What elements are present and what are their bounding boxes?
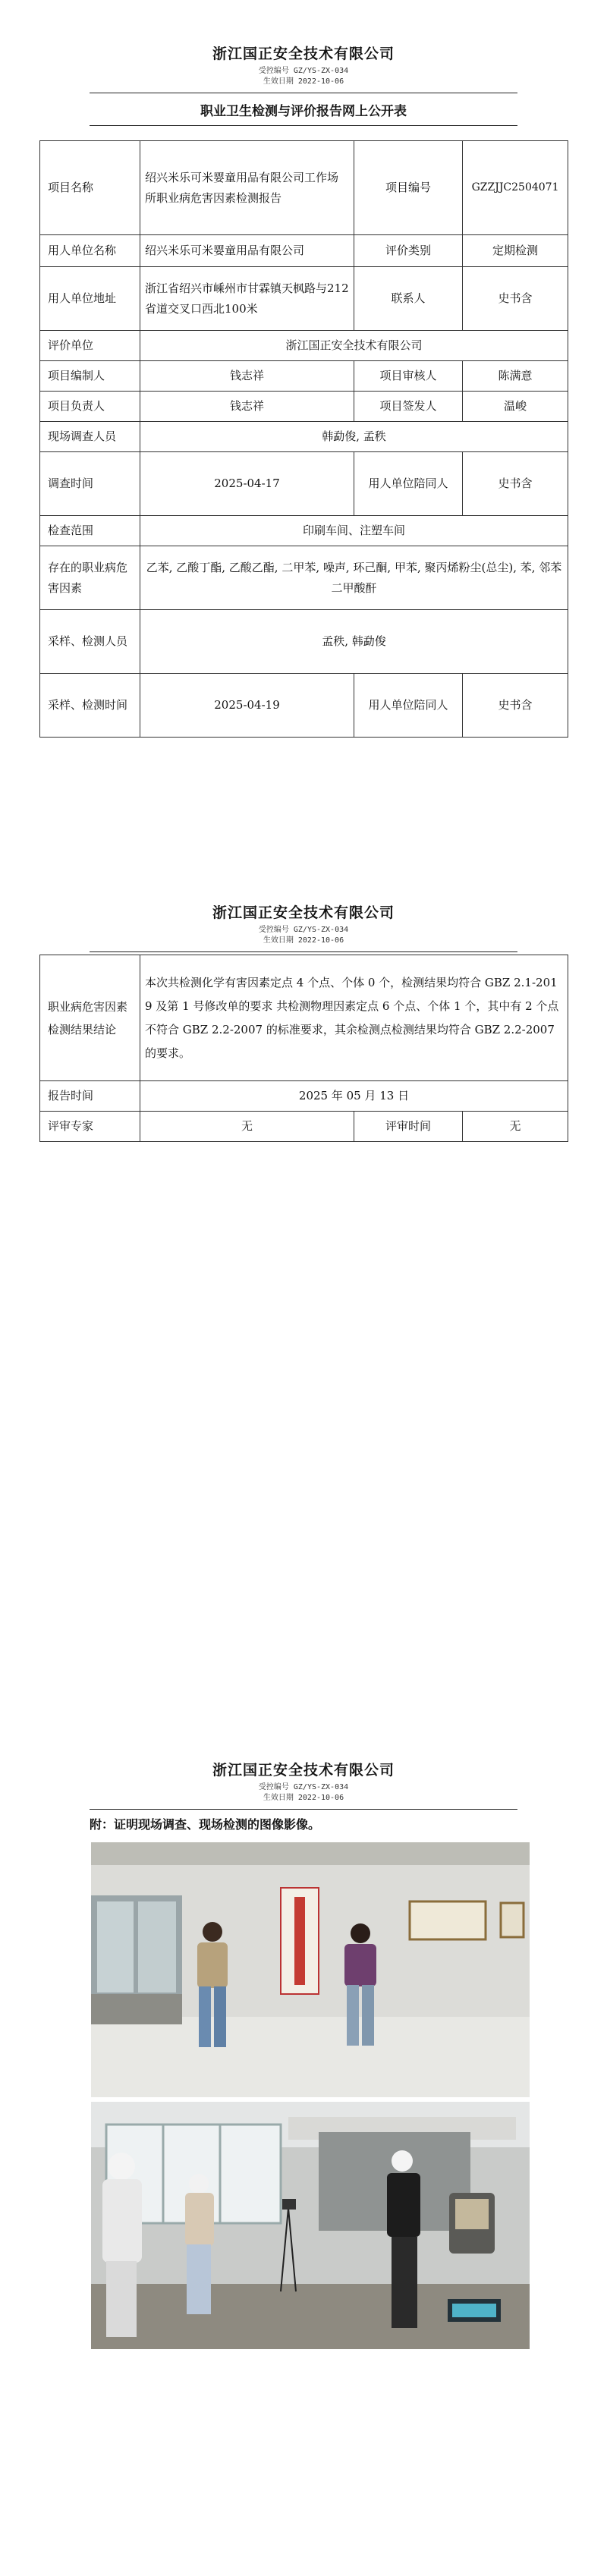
survey-photo [91,1842,530,2097]
accompany2-label: 用人单位陪同人 [354,674,463,738]
page-header [0,42,607,87]
address-label: 用人单位地址 [40,267,140,331]
eval-unit-label: 评价单位 [40,331,140,361]
issuer-label: 项目签发人 [354,392,463,422]
project-no-label: 项目编号 [354,141,463,235]
project-name-label: 项目名称 [40,141,140,235]
contact-label: 联系人 [354,267,463,331]
survey-time-label: 调查时间 [40,452,140,516]
survey-time: 2025-04-17 [140,452,354,516]
disclosure-table [39,140,568,738]
accompany-person: 史书含 [463,452,568,516]
accompany2-person: 史书含 [463,674,568,738]
project-name: 绍兴米乐可米婴童用品有限公司工作场所职业病危害因素检测报告 [140,141,354,235]
reviewer-label: 项目审核人 [354,361,463,392]
company-name-2: 浙江国正安全技术有限公司 [212,904,395,921]
eval-type-label: 评价类别 [354,235,463,267]
review-expert: 无 [140,1112,354,1142]
project-no: GZZJJC2504071 [463,141,568,235]
control-number-3: 受控编号 GZ/YS-ZX-034 [258,1783,349,1791]
contact-person: 史书含 [463,267,568,331]
compiler: 钱志祥 [140,361,354,392]
document-title: 职业卫生检测与评价报告网上公开表 [200,104,407,119]
hazards-label: 存在的职业病危害因素 [40,546,140,610]
leader: 钱志祥 [140,392,354,422]
eval-type: 定期检测 [463,235,568,267]
review-time-label: 评审时间 [354,1112,463,1142]
sampling-time-label: 采样、检测时间 [40,674,140,738]
effective-date-3: 生效日期 2022-10-06 [263,1794,344,1802]
page-header-2 [0,901,607,946]
review-time: 无 [463,1112,568,1142]
sampling-time: 2025-04-19 [140,674,354,738]
testing-photo [91,2102,530,2349]
header-divider-3 [90,1809,517,1810]
investigators: 韩勐俊, 孟秩 [140,422,568,452]
conclusion-table [39,955,568,1142]
investigators-label: 现场调查人员 [40,422,140,452]
company-name-3: 浙江国正安全技术有限公司 [212,1762,395,1779]
effective-date: 生效日期 2022-10-06 [263,77,344,86]
employer-address: 浙江省绍兴市嵊州市甘霖镇天枫路与212省道交叉口西北100米 [140,267,354,331]
sampling-people: 孟秩, 韩勐俊 [140,610,568,674]
leader-label: 项目负责人 [40,392,140,422]
conclusion-label: 职业病危害因素检测结果结论 [40,955,140,1081]
conclusion-text: 本次共检测化学有害因素定点 4 个点、个体 0 个，检测结果均符合 GBZ 2.1-2019 及第 1 号修改单的要求 共检测物理因素定点 6 个点、个体 1 个，其中有 2 个点不符合 GBZ 2.2-2007 的标准要求，其余检测点检测结果均符合 GBZ 2.2-2007 的要求。 [140,955,568,1081]
header-divider-2 [90,951,517,952]
title-divider [90,125,517,126]
report-time-label: 报告时间 [40,1081,140,1112]
employer-label: 用人单位名称 [40,235,140,267]
company-name: 浙江国正安全技术有限公司 [212,46,395,62]
hazard-factors: 乙苯, 乙酸丁酯, 乙酸乙酯, 二甲苯, 噪声, 环己酮, 甲苯, 聚丙烯粉尘(总尘), 苯, 邻苯二甲酸酐 [140,546,568,610]
employer-name: 绍兴米乐可米婴童用品有限公司 [140,235,354,267]
compiler-label: 项目编制人 [40,361,140,392]
reviewer: 陈满意 [463,361,568,392]
issuer: 温峻 [463,392,568,422]
effective-date-2: 生效日期 2022-10-06 [263,936,344,945]
eval-unit: 浙江国正安全技术有限公司 [140,331,568,361]
attachment-caption: 附：证明现场调查、现场检测的图像影像。 [90,1817,321,1832]
scope-label: 检查范围 [40,516,140,546]
inspection-scope: 印刷车间、注塑车间 [140,516,568,546]
expert-label: 评审专家 [40,1112,140,1142]
control-number: 受控编号 GZ/YS-ZX-034 [258,67,349,75]
report-time: 2025 年 05 月 13 日 [140,1081,568,1112]
sampling-people-label: 采样、检测人员 [40,610,140,674]
control-number-2: 受控编号 GZ/YS-ZX-034 [258,926,349,934]
accompany-label: 用人单位陪同人 [354,452,463,516]
page-header-3 [0,1759,607,1804]
